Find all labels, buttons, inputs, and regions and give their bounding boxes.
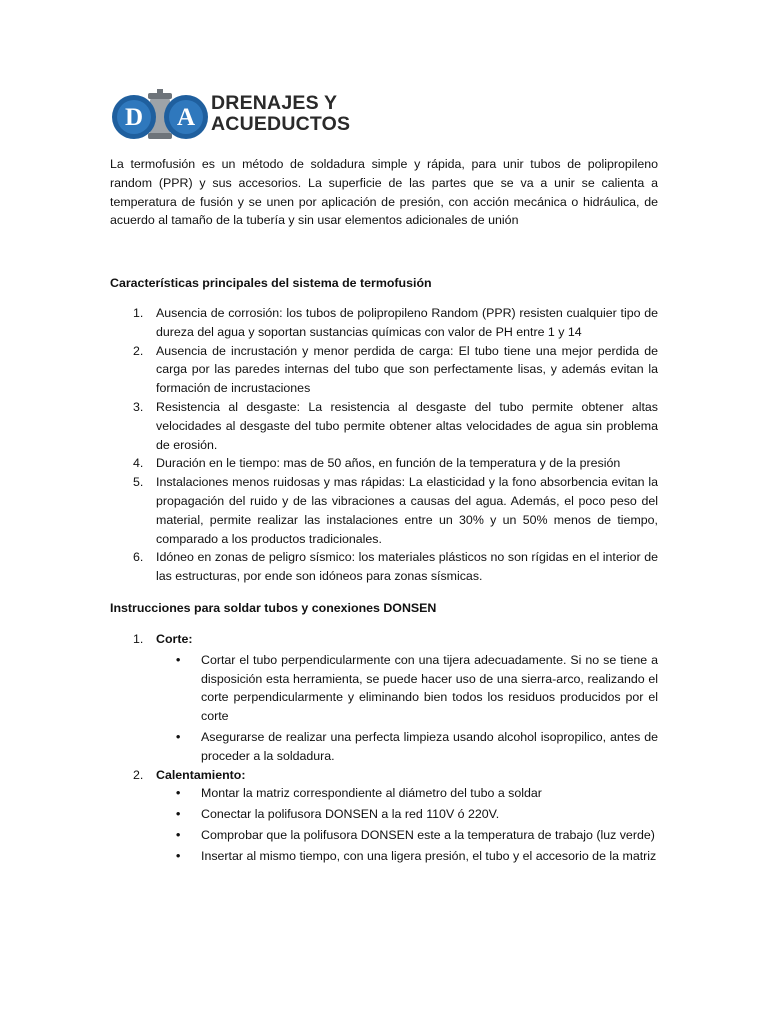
characteristics-list [110, 304, 658, 586]
list-item [110, 473, 658, 548]
intro-paragraph: La termofusión es un método de soldadura simple y rápida, para unir tubos de polipropileno random (PPR) y sus accesorios. La superficie de las partes que se va a unir se calienta a temperatura de fusión y se unen por aplicación de presión, con acción mecánica o hidráulica, de acuerdo al tamaño de la tubería y sin usar elementos adicionales de unión [110, 157, 658, 228]
brand-line-1: DRENAJES Y [211, 92, 338, 114]
bullet-icon: • [176, 652, 181, 667]
list-item [110, 454, 658, 473]
list-item [110, 342, 658, 398]
step-bullets [156, 651, 658, 766]
list-item-text: Duración en le tiempo: mas de 50 años, en función de la temperatura y de la presión [156, 456, 621, 471]
bullet-text: Conectar la polifusora DONSEN a la red 110V ó 220V. [201, 807, 500, 822]
section-heading-characteristics: Características principales del sistema de termofusión [110, 276, 432, 290]
bullet-icon: • [176, 848, 181, 863]
list-number: 5. [133, 475, 144, 490]
instruction-step [110, 630, 658, 766]
list-item [110, 398, 658, 454]
list-number: 6. [133, 550, 144, 565]
list-item [110, 304, 658, 342]
bullet-icon: • [176, 807, 181, 822]
bullet-text: Asegurarse de realizar una perfecta limpieza usando alcohol isopropilico, antes de proceder a la soldadura. [201, 729, 658, 763]
logo-letter-d: D [124, 104, 144, 131]
list-item-text: Ausencia de incrustación y menor perdida de carga: El tubo tiene una mejor perdida de carga por las paredes internas del tubo que son perfectamente lisas, y además evitan la formación de incrustaciones [156, 343, 658, 396]
bullet-text: Montar la matriz correspondiente al diámetro del tubo a soldar [201, 786, 542, 801]
bullet-text: Insertar al mismo tiempo, con una ligera presión, el tubo y el accesorio de la matriz [201, 848, 657, 863]
logo-letter-a: A [176, 104, 196, 131]
bullet-item [156, 784, 658, 803]
bullet-item [156, 847, 658, 866]
list-number: 4. [133, 456, 144, 471]
step-title: Calentamiento: [156, 767, 246, 782]
list-number: 2. [133, 343, 144, 358]
bullet-icon: • [176, 827, 181, 842]
bullet-item [156, 728, 658, 766]
bullet-item [156, 805, 658, 824]
bullet-icon: • [176, 729, 181, 744]
step-number: 1. [133, 632, 144, 646]
bullet-item [156, 826, 658, 845]
instructions-list [110, 630, 658, 866]
instruction-step [110, 766, 658, 866]
list-item-text: Ausencia de corrosión: los tubos de polipropileno Random (PPR) resisten cualquier tipo de dureza del agua y soportan sustancias químicas con valor de PH entre 1 y 14 [156, 306, 658, 339]
list-item-text: Idóneo en zonas de peligro sísmico: los materiales plásticos no son rígidas en el interior de las estructuras, por ende son idóneos para zonas sísmicas. [156, 550, 658, 584]
brand-line-2: ACUEDUCTOS [211, 113, 351, 135]
bullet-item [156, 651, 658, 726]
bullet-icon: • [176, 786, 181, 801]
step-bullets [156, 784, 658, 865]
list-number: 3. [133, 399, 144, 414]
company-logo [110, 89, 370, 145]
step-title: Corte: [156, 632, 193, 646]
brand-name [211, 93, 350, 135]
list-item-text: Resistencia al desgaste: La resistencia al desgaste del tubo permite obtener altas velocidades al desgaste del tubo permite obtener altas velocidades de agua sin problema de erosión. [156, 399, 658, 452]
logo-emblem-icon [110, 89, 210, 145]
bullet-text: Comprobar que la polifusora DONSEN este a la temperatura de trabajo (luz verde) [201, 827, 655, 842]
list-item [110, 548, 658, 586]
list-item-text: Instalaciones menos ruidosas y mas rápidas: La elasticidad y la fono absorbencia evitan la propagación del ruido y de las vibraciones a causas del agua. Además, el poco peso del material, permite realizar las instalaciones entre un 30% y un 50% menos de tiempo, comparado a los productos tradicionales. [156, 475, 658, 546]
step-number: 2. [133, 767, 144, 782]
bullet-text: Cortar el tubo perpendicularmente con una tijera adecuadamente. Si no se tiene a disposición esta herramienta, se puede hacer uso de una sierra-arco, realizando el corte perpendicularmente y eliminando bien todos los residuos producidos por el corte [201, 652, 658, 724]
section-heading-instructions: Instrucciones para soldar tubos y conexiones DONSEN [110, 601, 437, 615]
list-number: 1. [133, 306, 144, 320]
